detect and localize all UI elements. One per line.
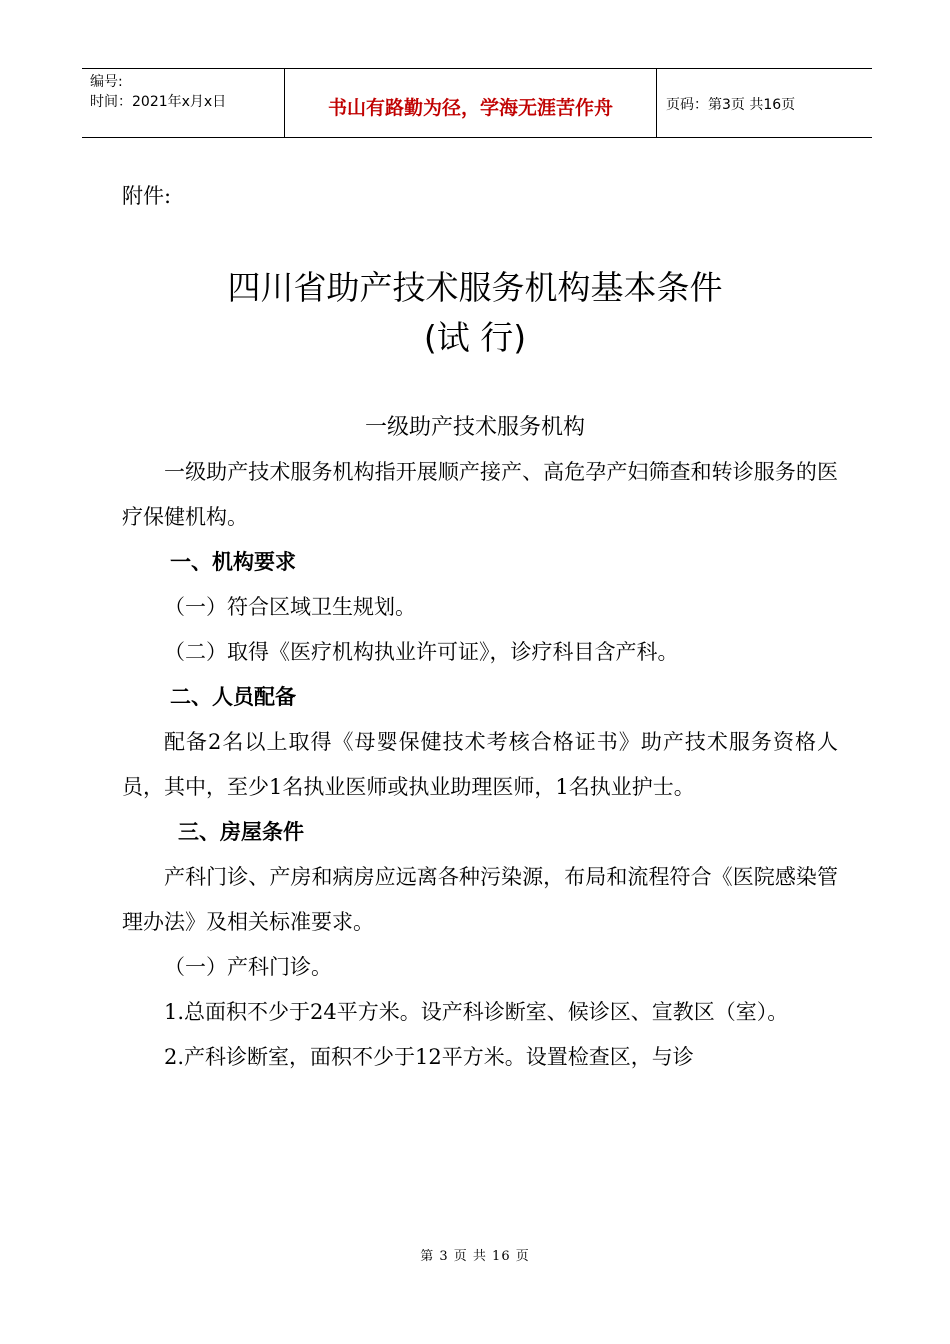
document-body [122, 450, 838, 1080]
document-subtitle: (试 行) [423, 318, 527, 357]
paragraph-intro: 一级助产技术服务机构指开展顺产接产、高危孕产妇筛查和转诊服务的医疗保健机构。 [122, 460, 838, 529]
header-divider [656, 69, 657, 137]
section-title: 一级助产技术服务机构 [364, 415, 585, 440]
heading-staffing: 二、人员配备 [170, 685, 296, 709]
paragraph-staffing: 配备2名以上取得《母婴保健技术考核合格证书》助产技术服务资格人员，其中，至少1名执业医师或执业助理医师，1名执业护士。 [122, 730, 838, 799]
paragraph-item: （一）符合区域卫生规划。 [164, 595, 416, 619]
page-footer: 第 3 页 共 16 页 [420, 1249, 530, 1264]
attachment-label: 附件: [122, 184, 172, 208]
paragraph-item: （二）取得《医疗机构执业许可证》，诊疗科目含产科。 [164, 640, 679, 664]
paragraph-item: （一）产科门诊。 [164, 955, 332, 979]
header-motto: 书山有路勤为径，学海无涯苦作舟 [327, 97, 613, 119]
page-header [82, 68, 872, 138]
heading-institution-requirements: 一、机构要求 [170, 550, 296, 574]
header-number-label: 编号: [90, 74, 123, 90]
header-page-label: 页码：第3页 共16页 [666, 97, 796, 113]
paragraph-facilities: 产科门诊、产房和病房应远离各种污染源，布局和流程符合《医院感染管理办法》及相关标准要求。 [122, 865, 838, 934]
header-time-label: 时间：2021年x月x日 [90, 94, 227, 110]
document-title: 四川省助产技术服务机构基本条件 [227, 268, 723, 307]
paragraph-item: 1.总面积不少于24平方米。设产科诊断室、候诊区、宣教区（室）。 [164, 1000, 789, 1024]
heading-facilities: 三、房屋条件 [178, 820, 304, 844]
header-meta [90, 72, 290, 112]
paragraph-item: 2.产科诊断室，面积不少于12平方米。设置检查区，与诊 [164, 1045, 694, 1069]
